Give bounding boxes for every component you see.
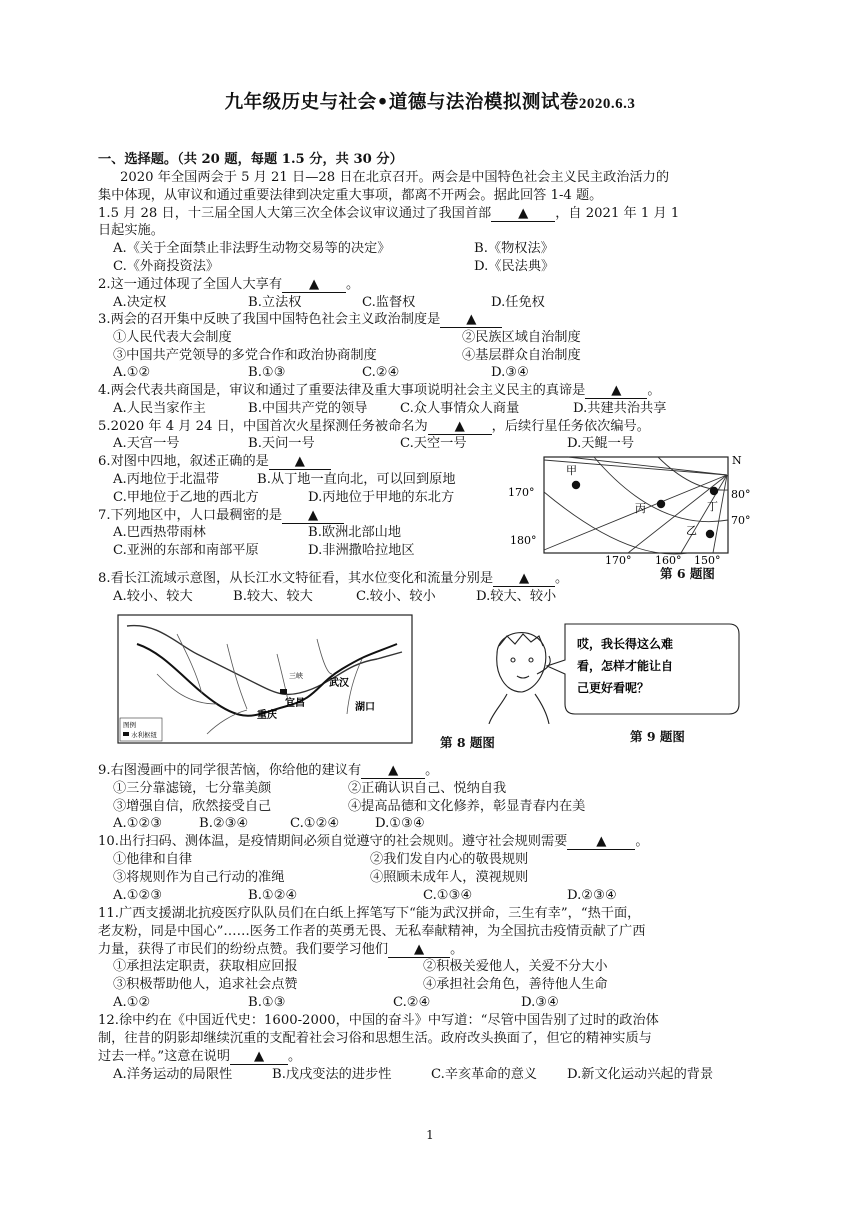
q12-option-a: A.洋务运动的局限性 <box>113 1067 233 1082</box>
q11-line-1: 11.广西支援湖北抗疫医疗队队员们在白纸上挥笔写下“能为武汉拼命，三生有幸”，“热干面， <box>98 906 641 921</box>
q9-item-4: ④提高品德和文化修养，彰显青春内在美 <box>348 799 586 814</box>
point-bing <box>657 500 665 508</box>
answer-blank[interactable]: ▲ <box>230 1049 288 1065</box>
question-4: 4.两会代表共商国是，审议和通过了重要法律及重大事项说明社会主义民主的真谛是 ▲ 。 <box>98 383 661 398</box>
q10-item-2: ②我们发自内心的敬畏规则 <box>370 852 529 867</box>
label-yi: 乙 <box>686 524 697 537</box>
q3-item-2: ②民族区域自治制度 <box>462 330 581 345</box>
q5-option-a: A.天宫一号 <box>113 436 180 451</box>
q9-option-a: A.①②③ <box>113 816 163 831</box>
q2-text: 2.这一通过体现了全国人大享有 <box>98 277 283 292</box>
q11-option-b: B.①③ <box>248 995 286 1010</box>
label-sanxia: 三峡 <box>289 672 303 680</box>
figure-9-caption: 第 9 题图 <box>630 729 685 744</box>
q3-option-b: B.①③ <box>248 365 286 380</box>
section-heading: 一、选择题。（共 20 题，每题 1.5 分，共 30 分） <box>98 152 403 167</box>
answer-blank[interactable]: ▲ <box>585 383 647 399</box>
q12-text: 过去一样。”这意在说明 <box>98 1049 231 1064</box>
q6-option-b: B.从丁地一直向北，可以回到原地 <box>257 472 456 487</box>
q5-option-c: C.天空一号 <box>400 436 467 451</box>
point-yi <box>706 530 714 538</box>
q11-line-2: 老友粉，同是中国心”……医务工作者的英勇无畏、无私奉献精神，为全国抗击疫情贡献了广西 <box>98 924 646 939</box>
label-ding: 丁 <box>707 500 718 513</box>
exam-date: 2020.6.3 <box>578 96 636 112</box>
q11-option-a: A.①② <box>113 995 151 1010</box>
q10-item-4: ④照顾未成年人，漠视规则 <box>370 870 529 885</box>
answer-blank[interactable]: ▲ <box>428 419 492 435</box>
q4-option-c: C.众人事情众人商量 <box>400 401 520 416</box>
q1-option-b: B.《物权法》 <box>474 241 554 256</box>
q9-item-1: ①三分靠滤镜，七分靠美颜 <box>113 781 272 796</box>
figure-8-caption: 第 8 题图 <box>440 735 495 750</box>
legend-title: 图例 <box>123 721 136 729</box>
q6-option-a: A.丙地位于北温带 <box>113 472 220 487</box>
label-lat-80: 80° <box>731 488 751 501</box>
q5-option-b: B.天问一号 <box>248 436 315 451</box>
q12-option-c: C.辛亥革命的意义 <box>431 1067 538 1082</box>
q9-option-d: D.①③④ <box>375 816 425 831</box>
q7-option-c: C.亚洲的东部和南部平原 <box>113 543 259 558</box>
q6-option-c: C.甲地位于乙地的西北方 <box>113 490 259 505</box>
question-7 <box>98 507 344 525</box>
label-lon-160: 160° <box>655 554 682 564</box>
legend-dam-icon <box>123 732 129 736</box>
figure-6-map <box>508 452 758 564</box>
q11-item-3: ③积极帮助他人，追求社会点赞 <box>113 977 298 992</box>
speech-line-1: 哎，我长得这么难 <box>577 637 674 651</box>
q2-option-d: D.任免权 <box>491 295 545 310</box>
q3-option-a: A.①② <box>113 365 151 380</box>
label-north: N <box>732 454 742 467</box>
answer-blank[interactable]: ▲ <box>567 834 635 850</box>
q8-option-b: B.较大、较大 <box>233 589 313 604</box>
question-3 <box>98 311 502 329</box>
label-lon-170-left: 170° <box>508 486 535 499</box>
boy-drawing <box>489 633 550 724</box>
q10-option-c: C.①③④ <box>423 888 473 903</box>
q12-option-d: D.新文化运动兴起的背景 <box>567 1067 714 1082</box>
q8-text: 8.看长江流域示意图，从长江水文特征看，其水位变化和流量分别是 <box>98 571 494 586</box>
q4-text: 4.两会代表共商国是，审议和通过了重要法律及重大事项说明社会主义民主的真谛是 <box>98 383 586 398</box>
q1-option-d: D.《民法典》 <box>474 259 555 274</box>
q2-option-b: B.立法权 <box>248 295 302 310</box>
question-12: 过去一样。”这意在说明 ▲ 。 <box>98 1049 302 1064</box>
label-yichang: 宜昌 <box>285 698 305 709</box>
q7-text: 7.下列地区中，人口最稠密的是 <box>98 508 283 523</box>
question-2: 2.这一通过体现了全国人大享有 ▲ 。 <box>98 277 360 292</box>
q11-item-2: ②积极关爱他人，关爱不分大小 <box>423 959 608 974</box>
label-jia: 甲 <box>566 464 577 477</box>
question-5 <box>98 418 650 436</box>
figure-9-cartoon <box>477 614 742 724</box>
question-9: 9.右图漫画中的同学很苦恼，你给他的建议有 ▲ 。 <box>98 763 439 778</box>
question-10: 10.出行扫码、测体温，是疫情期间必须自觉遵守的社会规则。遵守社会规则需要 ▲ 。 <box>98 834 649 849</box>
q1-text-2: ，自 2021 年 1 月 1 <box>555 206 680 221</box>
q2-option-c: C.监督权 <box>362 295 416 310</box>
question-11: 力量，获得了市民们的纷纷点赞。我们要学习他们 ▲ 。 <box>98 942 464 957</box>
figure-8-map <box>117 614 413 744</box>
q7-option-d: D.非洲撒哈拉地区 <box>308 543 415 558</box>
label-lon-170-bottom: 170° <box>605 554 632 564</box>
label-lat-70: 70° <box>731 514 751 527</box>
title-text: 九年级历史与社会•道德与法治模拟测试卷 <box>224 92 579 113</box>
answer-blank[interactable]: ▲ <box>282 277 346 293</box>
label-lon-150: 150° <box>694 554 721 564</box>
q12-line-2: 制，往昔的阴影却继续沉重的支配着社会习俗和思想生活。政府改头换面了，但它的精神实质与 <box>98 1031 652 1046</box>
q5-option-d: D.天鲲一号 <box>567 436 635 451</box>
q11-text: 力量，获得了市民们的纷纷点赞。我们要学习他们 <box>98 942 389 957</box>
q11-option-c: C.②④ <box>393 995 431 1010</box>
q3-item-3: ③中国共产党领导的多党合作和政治协商制度 <box>113 348 377 363</box>
q10-item-3: ③将规则作为自己行动的准绳 <box>113 870 285 885</box>
q10-option-a: A.①②③ <box>113 888 163 903</box>
label-wuhan: 武汉 <box>329 678 349 689</box>
q8-option-c: C.较小、较小 <box>356 589 436 604</box>
intro-line-2: 集中体现，从审议和通过重要法律到决定重大事项，都离不开两会。据此回答 1-4 题。 <box>98 188 603 203</box>
q11-option-d: D.③④ <box>521 995 559 1010</box>
q10-item-1: ①他律和自律 <box>113 852 193 867</box>
speech-line-2: 看，怎样才能让自 <box>577 659 674 673</box>
answer-blank[interactable]: ▲ <box>491 206 555 222</box>
q1-text: 1.5 月 28 日，十三届全国人大第三次全体会议审议通过了我国首部 <box>98 206 492 221</box>
q3-item-1: ①人民代表大会制度 <box>113 330 232 345</box>
answer-blank[interactable]: ▲ <box>440 312 502 328</box>
q1-option-a: A.《关于全面禁止非法野生动物交易等的决定》 <box>113 241 391 256</box>
q5-text: 5.2020 年 4 月 24 日，中国首次火星探测任务被命名为 <box>98 419 428 434</box>
q9-option-c: C.①②④ <box>290 816 340 831</box>
q10-text: 10.出行扫码、测体温，是疫情期间必须自觉遵守的社会规则。遵守社会规则需要 <box>98 834 568 849</box>
dam-icon <box>280 689 287 694</box>
q8-option-d: D.较大、较小 <box>476 589 557 604</box>
q9-option-b: B.②③④ <box>199 816 249 831</box>
point-jia <box>572 481 580 489</box>
answer-blank[interactable]: ▲ <box>282 508 344 524</box>
q7-option-a: A.巴西热带雨林 <box>113 525 206 540</box>
answer-blank[interactable]: ▲ <box>493 571 555 587</box>
q3-item-4: ④基层群众自治制度 <box>462 348 581 363</box>
q1-option-c: C.《外商投资法》 <box>113 259 220 274</box>
answer-blank[interactable]: ▲ <box>361 763 425 779</box>
q4-option-b: B.中国共产党的领导 <box>248 401 368 416</box>
q3-option-d: D.③④ <box>491 365 529 380</box>
answer-blank[interactable]: ▲ <box>388 942 450 958</box>
q8-option-a: A.较小、较大 <box>113 589 193 604</box>
q5-text-2: ，后续行星任务依次编号。 <box>491 419 650 434</box>
q12-line-1: 12.徐中约在《中国近代史：1600-2000，中国的奋斗》中写道：“尽管中国告别了过时的政治体 <box>98 1013 659 1028</box>
q7-option-b: B.欧洲北部山地 <box>308 525 402 540</box>
q10-option-d: D.②③④ <box>567 888 617 903</box>
intro-line-1: 2020 年全国两会于 5 月 21 日—28 日在北京召开。两会是中国特色社会主义民主政治活力的 <box>120 170 670 185</box>
q3-text: 3.两会的召开集中反映了我国中国特色社会主义政治制度是 <box>98 312 441 327</box>
point-ding <box>710 487 718 495</box>
q6-option-d: D.丙地位于甲地的东北方 <box>308 490 455 505</box>
legend-item: 水利枢纽 <box>131 731 157 739</box>
figure-6-caption: 第 6 题图 <box>660 566 715 581</box>
label-bing: 丙 <box>635 502 646 515</box>
q11-item-1: ①承担法定职责，获取相应回报 <box>113 959 298 974</box>
q1-text-3: 日起实施。 <box>98 223 164 238</box>
answer-blank[interactable]: ▲ <box>269 454 331 470</box>
q12-option-b: B.戊戌变法的进步性 <box>272 1067 392 1082</box>
label-chongqing: 重庆 <box>257 710 277 721</box>
label-lon-180: 180° <box>510 534 537 547</box>
question-8: 8.看长江流域示意图，从长江水文特征看，其水位变化和流量分别是 ▲ 。 <box>98 571 569 586</box>
q9-text: 9.右图漫画中的同学很苦恼，你给他的建议有 <box>98 763 362 778</box>
question-1 <box>98 205 679 223</box>
question-6 <box>98 453 331 471</box>
speech-line-3: 己更好看呢？ <box>577 681 650 695</box>
q2-option-a: A.决定权 <box>113 295 167 310</box>
q9-item-3: ③增强自信，欣然接受自己 <box>113 799 272 814</box>
q4-option-a: A.人民当家作主 <box>113 401 206 416</box>
q11-item-4: ④承担社会角色，善待他人生命 <box>423 977 608 992</box>
q9-item-2: ②正确认识自己、悦纳自我 <box>348 781 507 796</box>
label-hukou: 湖口 <box>355 702 375 713</box>
q4-option-d: D.共建共治共享 <box>573 401 667 416</box>
q3-option-c: C.②④ <box>362 365 400 380</box>
page-number: 1 <box>426 1128 434 1142</box>
q6-text: 6.对图中四地，叙述正确的是 <box>98 454 269 469</box>
page-title <box>0 88 860 114</box>
q10-option-b: B.①②④ <box>248 888 298 903</box>
